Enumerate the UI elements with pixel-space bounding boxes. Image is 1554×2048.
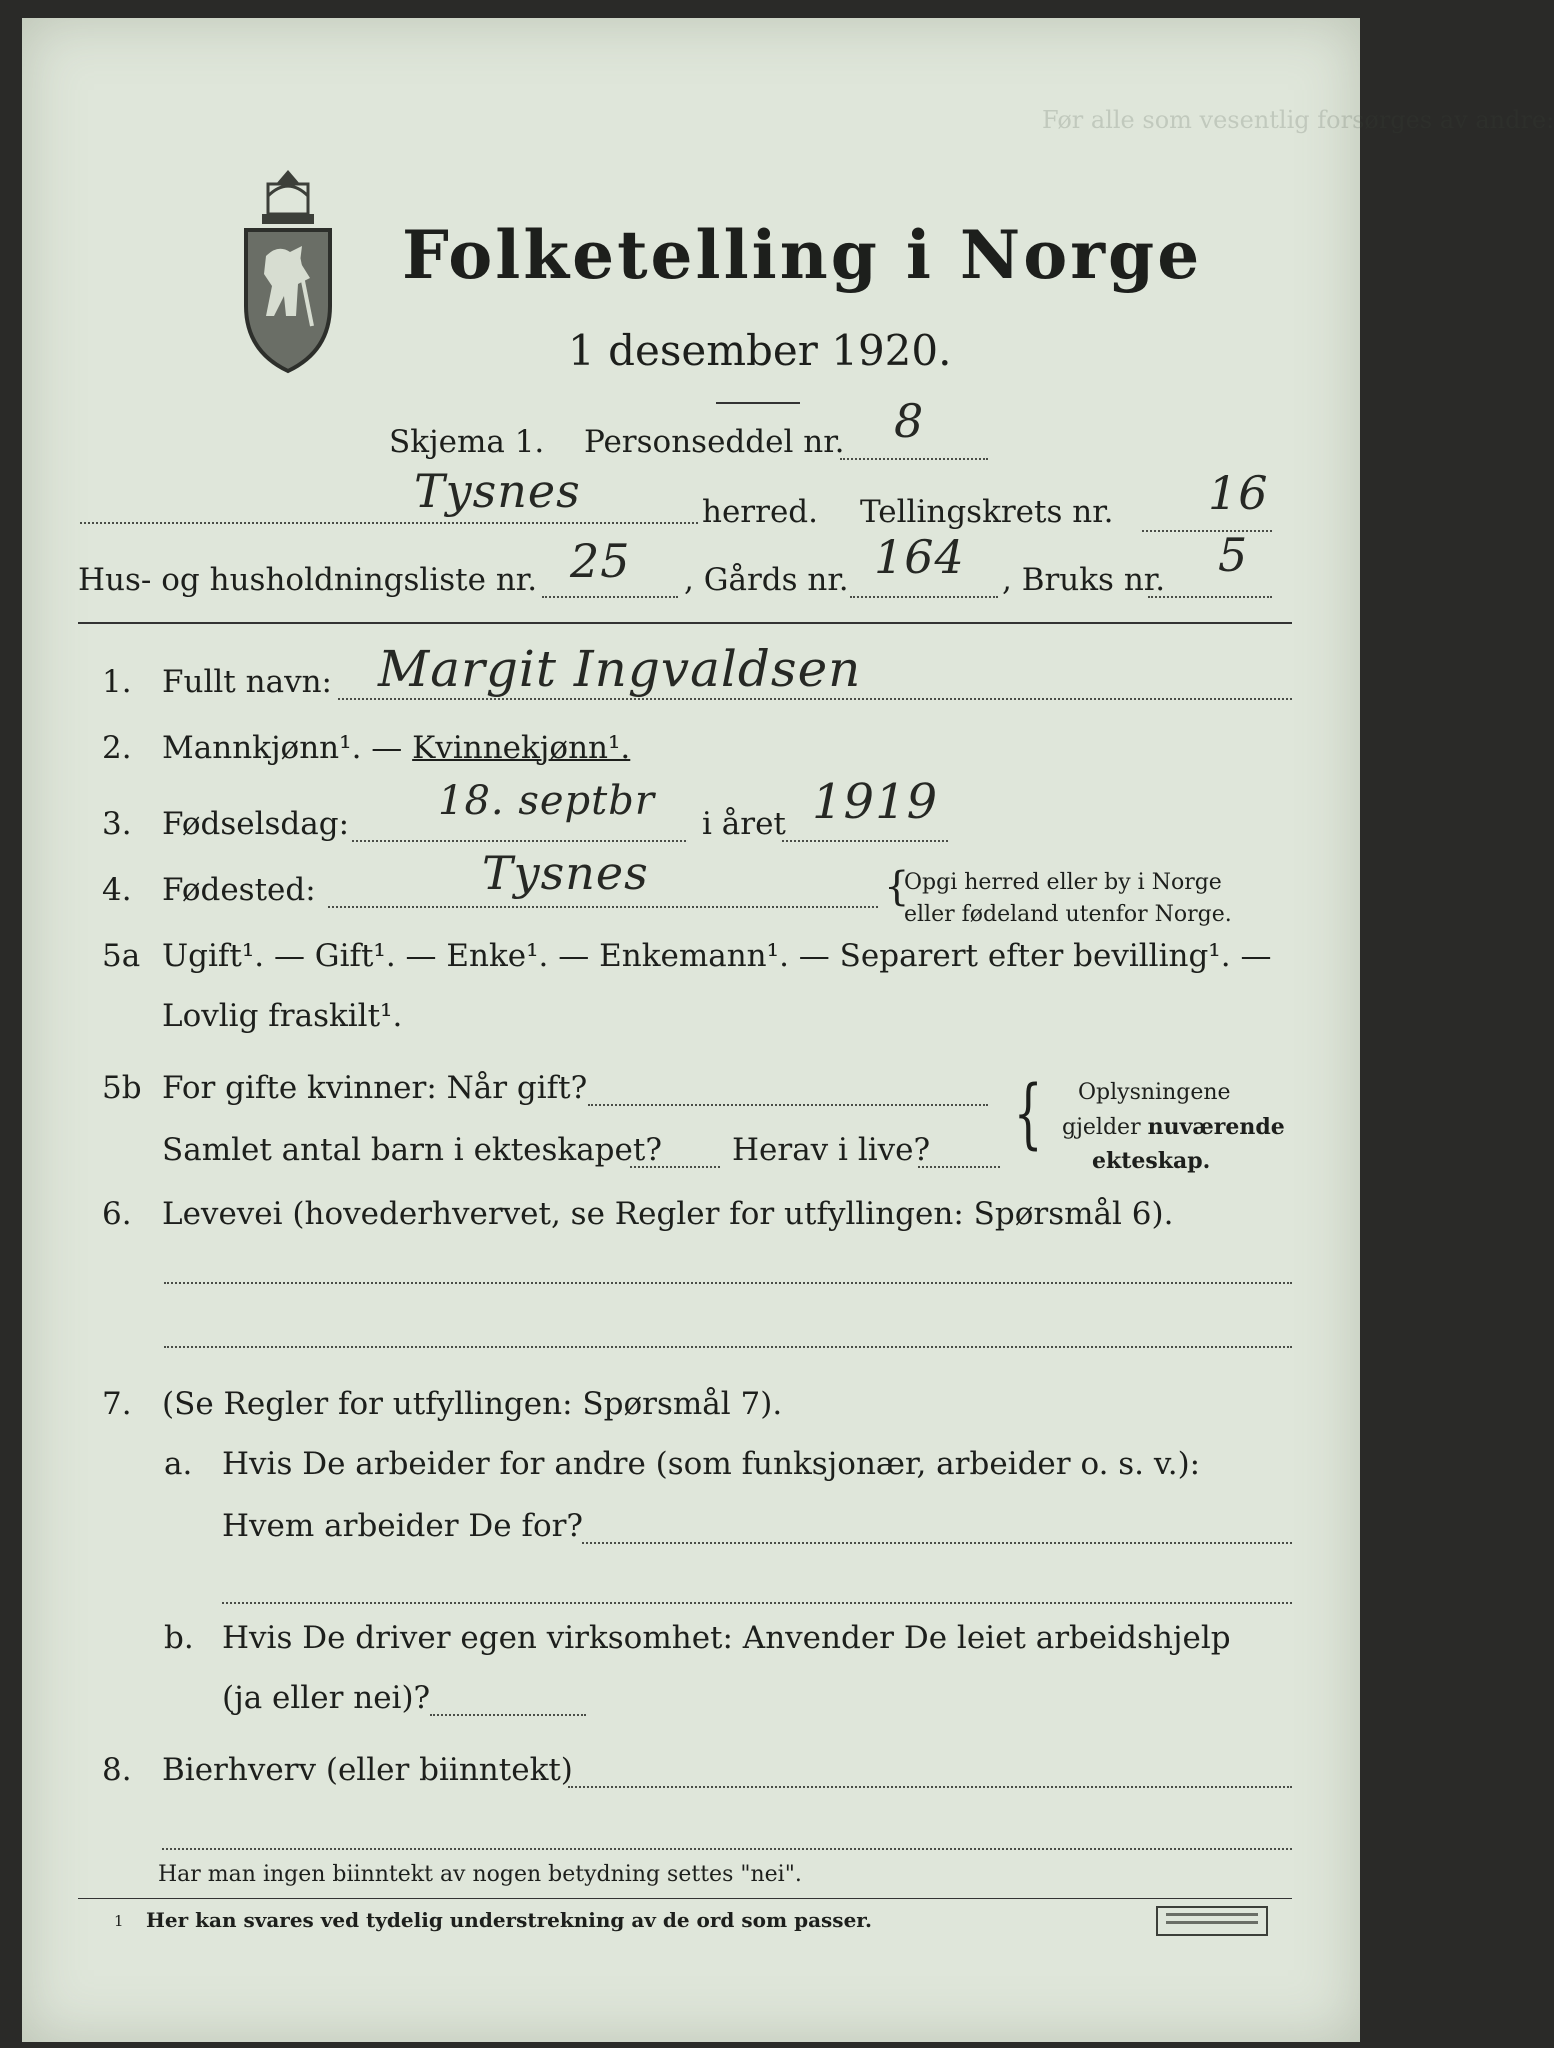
marital-status-divorced[interactable]: Lovlig fraskilt¹. (162, 998, 403, 1034)
q3-label: Fødselsdag: (162, 806, 350, 842)
q5b-note-line3: ekteskap. (1092, 1148, 1211, 1174)
when-married-field-line (588, 1104, 988, 1106)
husliste-field-line (542, 596, 678, 598)
q4-label: Fødested: (162, 872, 316, 908)
hired-help-field-line (430, 1714, 586, 1716)
gards-value[interactable]: 164 (874, 530, 965, 584)
q7b-label: Hvis De driver egen virksomhet: Anvender De leiet arbeidshjelp (222, 1620, 1231, 1656)
norwegian-coat-of-arms-icon (238, 166, 338, 376)
census-date: 1 desember 1920. (568, 326, 952, 375)
birthplace-field-line (328, 906, 878, 908)
q7-label: (Se Regler for utfyllingen: Spørsmål 7). (162, 1386, 783, 1422)
herred-value[interactable]: Tysnes (414, 464, 581, 518)
schema-label: Skjema 1. (389, 424, 545, 460)
herred-label: herred. (702, 494, 818, 530)
q5b-note-line1: Oplysningene (1078, 1080, 1231, 1105)
q2-male-option[interactable] (162, 730, 630, 766)
occupation-field-line-1 (164, 1282, 1292, 1284)
q7b-number: b. (164, 1620, 194, 1656)
q4-number: 4. (102, 872, 132, 908)
herred-field-line (80, 522, 698, 524)
page-title: Folketelling i Norge (402, 216, 1203, 294)
birth-year-value[interactable]: 1919 (812, 774, 939, 830)
birthday-field-line (352, 840, 686, 842)
printer-stamp-icon (1156, 1906, 1268, 1936)
side-income-field-line-2 (162, 1848, 1292, 1850)
male-option-text: Mannkjønn¹. — (162, 730, 413, 766)
footnote-mark: 1 (114, 1912, 124, 1930)
q8-label: Bierhverv (eller biinntekt) (162, 1752, 573, 1788)
footnote-divider (78, 1898, 1292, 1899)
side-income-note: Har man ingen biinntekt av nogen betydning settes "nei". (158, 1862, 802, 1887)
q7a-employer-label: Hvem arbeider De for? (222, 1508, 584, 1544)
q7-number: 7. (102, 1386, 132, 1422)
q4-note-line2: eller fødeland utenfor Norge. (904, 902, 1232, 927)
header-divider (78, 622, 1292, 624)
bleed-through-text: Før alle som vesentlig forsørges av andre: (1042, 106, 1554, 134)
gards-label: , Gårds nr. (684, 562, 849, 598)
q2-number: 2. (102, 730, 132, 766)
birthplace-value[interactable]: Tysnes (482, 846, 649, 900)
q5b-when-married-label: For gifte kvinner: Når gift? (162, 1070, 588, 1106)
q4-note-line1: Opgi herred eller by i Norge (904, 870, 1222, 895)
brace-icon: { (884, 864, 910, 910)
bruks-value[interactable]: 5 (1218, 528, 1249, 582)
children-field-line (630, 1166, 720, 1168)
tellingskrets-label: Tellingskrets nr. (860, 494, 1114, 530)
gards-field-line (850, 596, 998, 598)
personseddel-field-line (840, 458, 988, 460)
employer-field-line-2 (222, 1602, 1292, 1604)
q7a-number: a. (164, 1446, 193, 1482)
brace-icon: { (1013, 1068, 1043, 1157)
bruks-field-line (1148, 596, 1272, 598)
q5b-children-label: Samlet antal barn i ekteskapet? (162, 1132, 662, 1168)
q5b-alive-label: Herav i live? (732, 1132, 931, 1168)
marital-status-options[interactable]: Ugift¹. — Gift¹. — Enke¹. — Enkemann¹. — Separert efter bevilling¹. — (162, 938, 1272, 974)
q3-number: 3. (102, 806, 132, 842)
full-name-value[interactable]: Margit Ingvaldsen (378, 640, 862, 698)
q5b-note-line2 (1062, 1114, 1285, 1140)
census-form-sheet (22, 18, 1554, 2042)
q5b-note-line2a: gjelder (1062, 1115, 1148, 1140)
side-income-field-line (568, 1786, 1292, 1788)
q5b-note-line2b: nuværende (1147, 1114, 1285, 1140)
q1-label: Fullt navn: (162, 664, 332, 700)
husliste-value[interactable]: 25 (570, 534, 631, 588)
q6-label: Levevei (hovederhvervet, se Regler for utfyllingen: Spørsmål 6). (162, 1196, 1174, 1232)
female-option-text: Kvinnekjønn¹. (412, 730, 631, 766)
q7a-label: Hvis De arbeider for andre (som funksjonær, arbeider o. s. v.): (222, 1446, 1201, 1482)
divider (716, 402, 800, 404)
husliste-label: Hus- og husholdningsliste nr. (78, 562, 538, 598)
q6-number: 6. (102, 1196, 132, 1232)
q1-number: 1. (102, 664, 132, 700)
birth-year-field-line (782, 840, 948, 842)
personseddel-label: Personseddel nr. (584, 424, 845, 460)
footnote-text: Her kan svares ved tydelig understrekning av de ord som passer. (146, 1908, 872, 1932)
q5a-number: 5a (102, 938, 141, 974)
personseddel-value[interactable]: 8 (894, 394, 925, 448)
alive-field-line (918, 1166, 1000, 1168)
tellingskrets-value[interactable]: 16 (1208, 466, 1269, 520)
q8-number: 8. (102, 1752, 132, 1788)
birthday-value[interactable]: 18. septbr (438, 778, 655, 824)
full-name-field-line (338, 698, 1292, 700)
employer-field-line (582, 1542, 1292, 1544)
q5b-number: 5b (102, 1070, 142, 1106)
occupation-field-line-2 (164, 1346, 1292, 1348)
bruks-label: , Bruks nr. (1002, 562, 1166, 598)
q7b-yes-no-label: (ja eller nei)? (222, 1680, 431, 1716)
tellingskrets-field-line (1142, 530, 1272, 532)
birth-year-label: i året (702, 806, 786, 842)
